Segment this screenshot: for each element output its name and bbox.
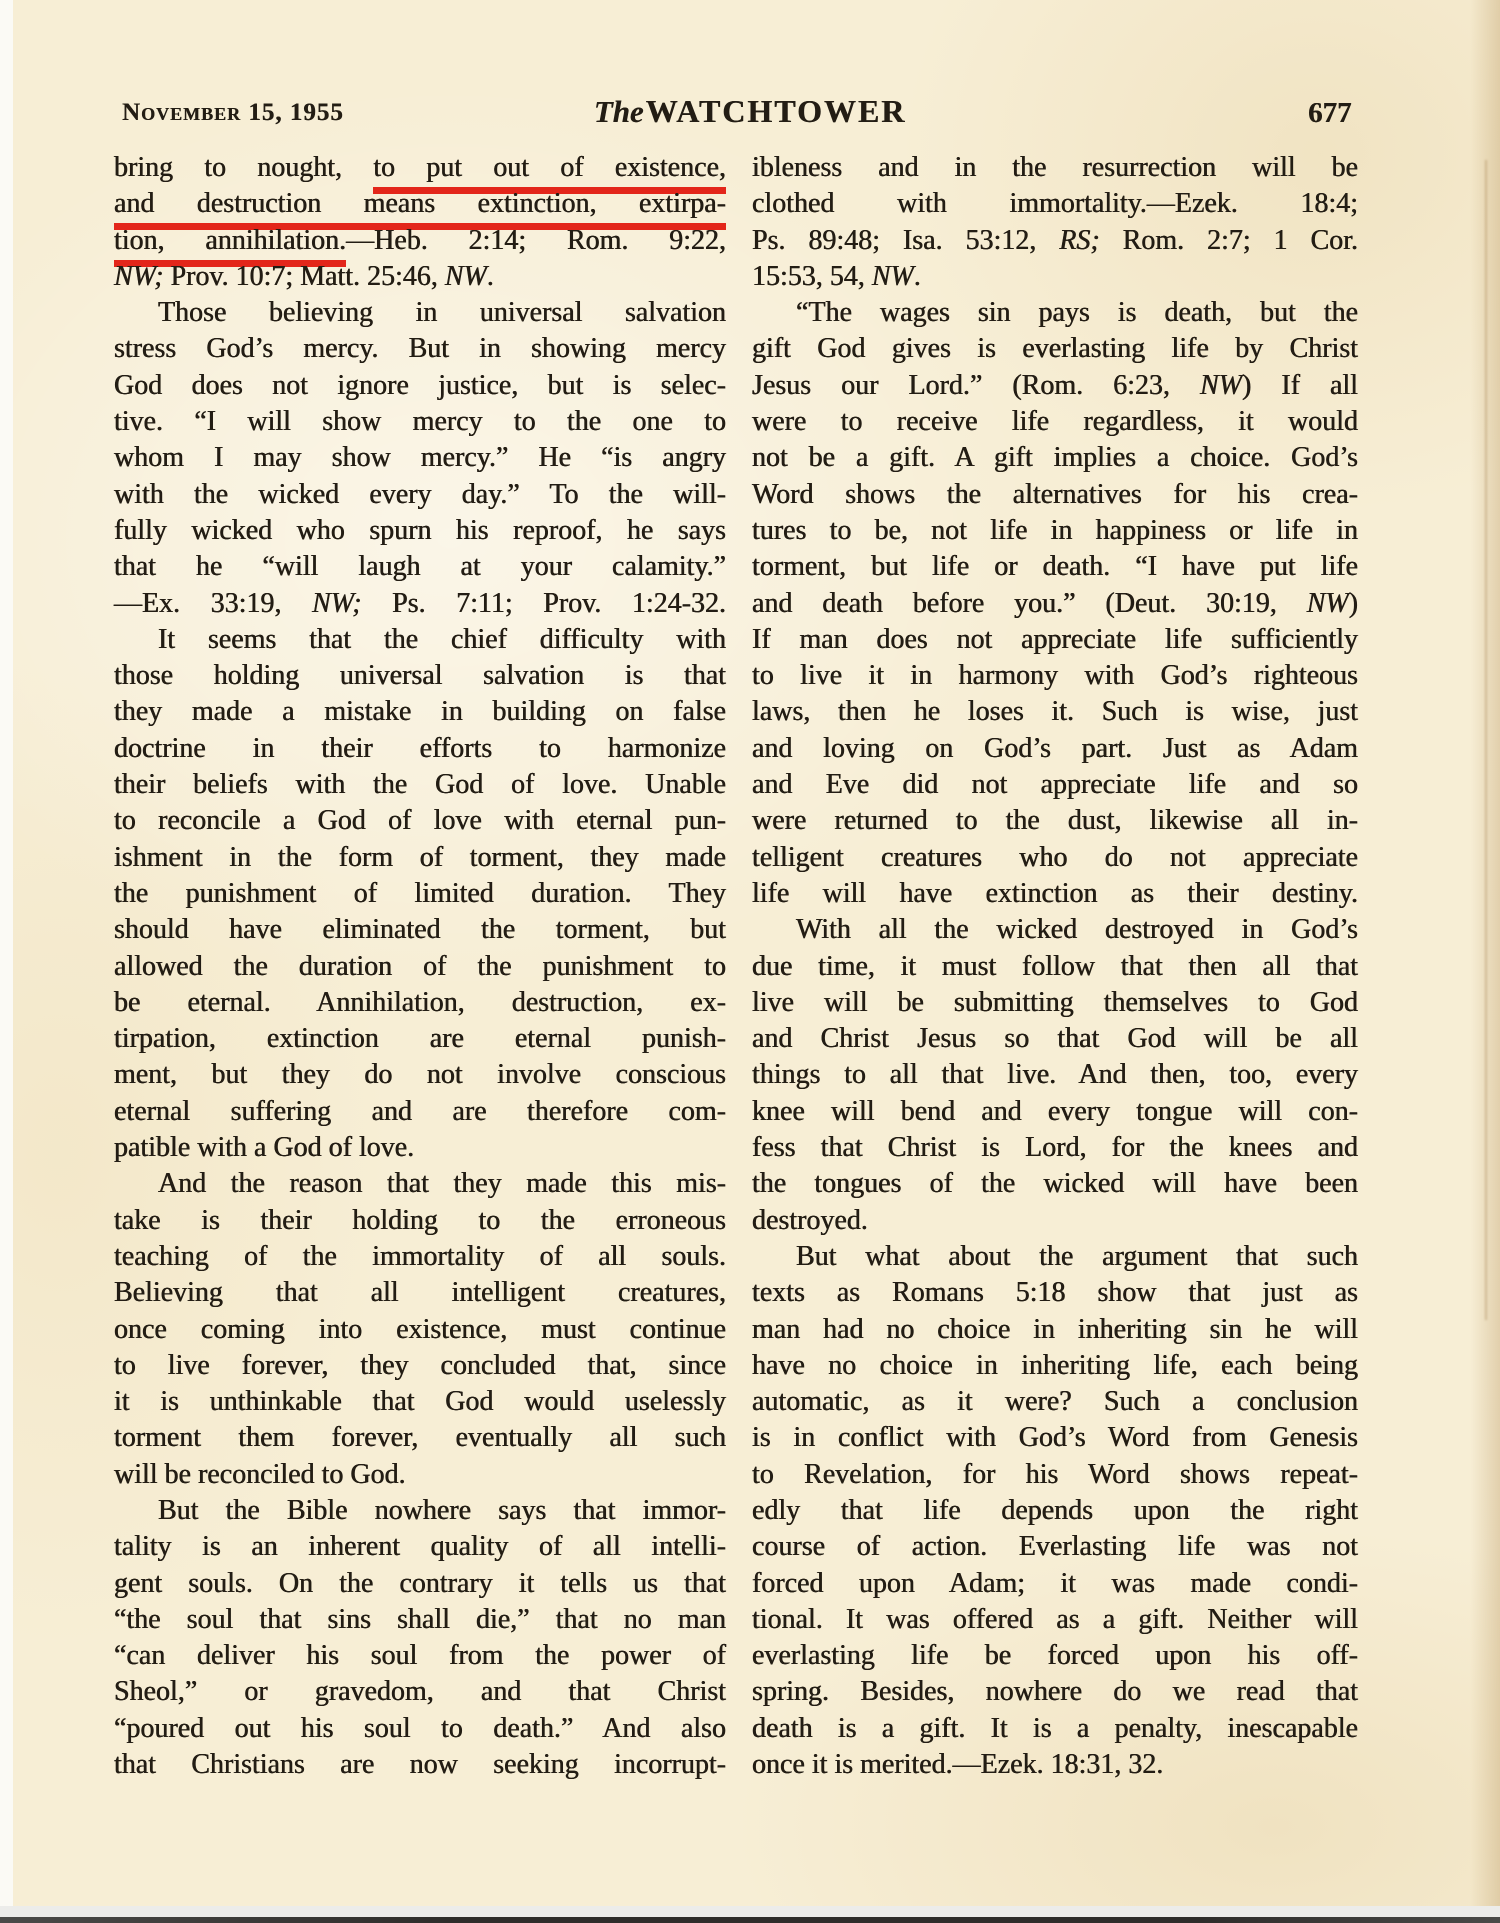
text-line [114,1275,726,1311]
text-segment: once coming into existence, must continue [114,1313,726,1345]
text-segment: laws, then he loses it. Such is wise, just [752,696,1358,728]
text-line [114,1021,726,1057]
text-segment: fess that Christ is Lord, for the knees and [752,1132,1358,1164]
text-line [114,1638,726,1674]
text-line [114,1166,726,1202]
text-segment: tional. It was offered as a gift. Neither will [752,1603,1358,1635]
text-segment: And the reason that they made this mis- [158,1168,726,1200]
text-segment: should have eliminated the torment, but [114,914,726,946]
text-segment: tive. “I will show mercy to the one to [114,406,726,438]
text-line [114,1529,726,1565]
text-line [752,440,1358,476]
text-line [752,1384,1358,1420]
text-segment: tality is an inherent quality of all intelli- [114,1531,726,1563]
text-line [752,331,1358,367]
text-segment: Believing that all intelligent creatures, [114,1277,726,1309]
text-line [752,912,1358,948]
text-line [114,586,726,622]
text-segment: they made a mistake in building on false [114,696,726,728]
text-segment: and Christ Jesus so that God will be all [752,1023,1358,1055]
text-segment: be eternal. Annihilation, destruction, ex- [114,986,726,1018]
text-segment: NW [871,260,914,292]
text-segment: teaching of the immortality of all souls. [114,1240,726,1272]
text-segment: torment them forever, eventually all such [114,1422,726,1454]
text-segment: “can deliver his soul from the power of [114,1640,726,1672]
text-line [752,295,1358,331]
text-line [114,1094,726,1130]
text-line [752,1602,1358,1638]
text-segment: ) [1348,587,1358,619]
text-line [752,1420,1358,1456]
text-segment: Those believing in universal salvation [158,297,726,329]
text-segment: the punishment of limited duration. They [114,877,726,909]
text-line [752,1057,1358,1093]
text-segment: those holding universal salvation is that [114,660,726,692]
text-segment: man had no choice in inheriting sin he will [752,1313,1358,1345]
text-segment: “the soul that sins shall die,” that no man [114,1603,726,1635]
text-segment: Ps. 89:48; Isa. 53:12, [752,224,1060,256]
text-line [752,1529,1358,1565]
text-line [752,1094,1358,1130]
text-line [114,404,726,440]
text-segment: that he “will laugh at your calamity.” [114,551,726,583]
text-line [114,949,726,985]
text-segment: eternal suffering and are therefore com- [114,1095,726,1127]
text-line [114,150,726,186]
text-segment: NW [1306,587,1349,619]
text-segment: doctrine in their efforts to harmonize [114,732,726,764]
text-line [114,513,726,549]
text-line [752,1166,1358,1202]
text-line [752,840,1358,876]
text-line [752,586,1358,622]
text-segment: is in conflict with God’s Word from Genesis [752,1422,1358,1454]
text-segment: Word shows the alternatives for his crea- [752,478,1358,510]
text-segment: allowed the duration of the punishment to [114,950,726,982]
text-line [114,1384,726,1420]
text-segment: forced upon Adam; it was made condi- [752,1567,1358,1599]
text-segment: If man does not appreciate life sufficiently [752,623,1358,655]
text-line [114,912,726,948]
text-line [752,985,1358,1021]
page-edge-crease [1485,160,1487,1320]
text-segment: death is a gift. It is a penalty, inescapable [752,1712,1358,1744]
text-line [752,1312,1358,1348]
text-line [752,731,1358,767]
text-segment: knee will bend and every tongue will con- [752,1095,1358,1127]
text-segment: But the Bible nowhere says that immor- [158,1494,726,1526]
text-line [752,1457,1358,1493]
text-segment: to live it in harmony with God’s righteous [752,660,1358,692]
text-segment: tirpation, extinction are eternal punish- [114,1023,726,1055]
text-segment: Rom. 2:7; 1 Cor. [1099,224,1358,256]
text-line [114,1711,726,1747]
text-line [752,1674,1358,1710]
scan-bottom-strip [0,1906,1500,1917]
scan-bottom-bar [0,1917,1500,1923]
text-segment: —Ex. 33:19, [114,587,313,619]
text-line [752,513,1358,549]
text-line [114,1493,726,1529]
text-line [114,803,726,839]
text-line [752,803,1358,839]
text-line [752,223,1358,259]
text-line [114,840,726,876]
text-line [752,1275,1358,1311]
text-segment: NW [1199,369,1242,401]
text-segment: ) If all [1241,369,1358,401]
text-segment: destroyed. [752,1204,868,1236]
text-segment: and loving on God’s part. Just as Adam [752,732,1358,764]
text-segment: automatic, as it were? Such a conclusion [752,1386,1358,1418]
text-line [114,1457,726,1493]
text-line [114,731,726,767]
text-segment: Ps. 7:11; Prov. 1:24-32. [361,587,726,619]
text-line [114,549,726,585]
text-segment: life will have extinction as their destiny. [752,877,1358,909]
text-line [114,876,726,912]
text-segment: were to receive life regardless, it would [752,406,1358,438]
text-line [114,259,726,295]
text-segment: everlasting life be forced upon his off- [752,1640,1358,1672]
issue-date: November 15, 1955 [122,99,344,126]
text-segment: not be a gift. A gift implies a choice. God’s [752,442,1358,474]
masthead [0,93,1500,130]
red-underline-annotation: and destruction means extinction, extirpa- [114,188,726,230]
text-segment: stress God’s mercy. But in showing mercy [114,333,726,365]
text-segment: bring to nought, [114,152,374,183]
text-segment: due time, it must follow that then all that [752,950,1358,982]
text-line [752,1711,1358,1747]
text-segment: their beliefs with the God of love. Unable [114,769,726,801]
text-line [114,1747,726,1783]
text-segment: 15:53, 54, [752,260,872,292]
text-line [114,223,726,259]
text-segment: the tongues of the wicked will have been [752,1168,1358,1200]
text-segment: ibleness and in the resurrection will be [752,152,1358,183]
text-line [752,694,1358,730]
text-segment: But what about the argument that such [796,1240,1358,1272]
text-line [114,331,726,367]
text-line [752,1021,1358,1057]
text-segment: It seems that the chief difficulty with [158,623,726,655]
text-segment: tures to be, not life in happiness or life in [752,514,1358,546]
text-segment: RS; [1059,224,1100,256]
text-segment: Sheol,” or gravedom, and that Christ [114,1676,726,1708]
text-line [114,694,726,730]
text-segment: telligent creatures who do not appreciate [752,841,1358,873]
text-line [752,477,1358,513]
text-line [114,1420,726,1456]
text-line [114,1348,726,1384]
text-segment: Prov. 10:7; Matt. 25:46, [163,260,445,292]
red-underline-annotation: tion, annihilation. [114,225,346,267]
text-line [752,1638,1358,1674]
text-segment: with the wicked every day.” To the will- [114,478,726,510]
text-line [114,1239,726,1275]
masthead-the: The [593,94,644,129]
text-line [752,259,1358,295]
text-segment: and Eve did not appreciate life and so [752,769,1358,801]
text-line [114,1057,726,1093]
text-segment: edly that life depends upon the right [752,1494,1358,1526]
masthead-title: WATCHTOWER [645,93,907,129]
text-segment: texts as Romans 5:18 show that just as [752,1277,1358,1309]
text-line [752,1566,1358,1602]
text-segment: were returned to the dust, likewise all in- [752,805,1358,837]
text-line [752,549,1358,585]
text-line [114,1602,726,1638]
text-segment: —Heb. 2:14; Rom. 9:22, [346,224,726,256]
text-segment: things to all that live. And then, too, every [752,1059,1358,1091]
text-line [752,876,1358,912]
text-segment: spring. Besides, nowhere do we read that [752,1676,1358,1708]
text-line [752,186,1358,222]
text-segment: “The wages sin pays is death, but the [796,297,1358,329]
text-segment: With all the wicked destroyed in God’s [796,914,1358,946]
text-segment: NW [444,260,487,292]
text-segment: patible with a God of love. [114,1132,415,1164]
text-segment: Jesus our Lord.” (Rom. 6:23, [752,369,1200,401]
text-line [114,622,726,658]
text-segment: take is their holding to the erroneous [114,1204,726,1236]
text-segment: torment, but life or death. “I have put life [752,551,1358,583]
text-line [752,622,1358,658]
text-line [752,949,1358,985]
text-line [752,1130,1358,1166]
column-left [114,150,726,1783]
text-segment: ment, but they do not involve conscious [114,1059,726,1091]
text-line [752,1239,1358,1275]
text-line [752,1747,1358,1783]
column-right [752,150,1358,1783]
text-segment: God does not ignore justice, but is selec- [114,369,726,401]
text-line [752,368,1358,404]
text-segment: will be reconciled to God. [114,1458,406,1490]
text-line [114,1203,726,1239]
text-segment: once it is merited.—Ezek. 18:31, 32. [752,1749,1164,1781]
text-segment: . [486,260,494,292]
text-segment: ishment in the form of torment, they made [114,841,726,873]
text-segment: NW; [312,587,362,619]
text-line [114,368,726,404]
text-segment: gent souls. On the contrary it tells us that [114,1567,726,1599]
text-segment: live will be submitting themselves to God [752,986,1358,1018]
text-line [114,295,726,331]
text-segment: it is unthinkable that God would uselessly [114,1386,726,1418]
text-segment: “poured out his soul to death.” And also [114,1712,726,1744]
text-segment: . [913,260,921,292]
text-segment: clothed with immortality.—Ezek. 18:4; [752,188,1358,220]
text-line [752,1493,1358,1529]
text-line [752,404,1358,440]
scan-background-edge [0,0,13,1917]
text-segment: have no choice in inheriting life, each being [752,1349,1358,1381]
text-segment: to live forever, they concluded that, since [114,1349,726,1381]
text-line [114,477,726,513]
text-segment: and death before you.” (Deut. 30:19, [752,587,1307,619]
text-line [114,985,726,1021]
text-segment: to Revelation, for his Word shows repeat- [752,1458,1358,1490]
text-segment: to reconcile a God of love with eternal pun- [114,805,726,837]
text-segment: gift God gives is everlasting life by Christ [752,333,1358,365]
text-line [114,1312,726,1348]
text-line [114,767,726,803]
text-segment: course of action. Everlasting life was not [752,1531,1358,1563]
text-segment: NW; [114,260,164,292]
text-line [114,658,726,694]
text-line [114,440,726,476]
text-line [752,1348,1358,1384]
text-segment: fully wicked who spurn his reproof, he says [114,514,726,546]
text-line [752,150,1358,186]
text-line [752,1203,1358,1239]
text-line [752,767,1358,803]
text-line [114,186,726,222]
page-number: 677 [1308,97,1352,129]
text-segment: that Christians are now seeking incorrupt- [114,1749,726,1781]
text-line [752,658,1358,694]
text-line [114,1130,726,1166]
text-segment: whom I may show mercy.” He “is angry [114,442,726,474]
text-line [114,1674,726,1710]
text-line [114,1566,726,1602]
red-underline-annotation: to put out of existence, [373,152,726,194]
